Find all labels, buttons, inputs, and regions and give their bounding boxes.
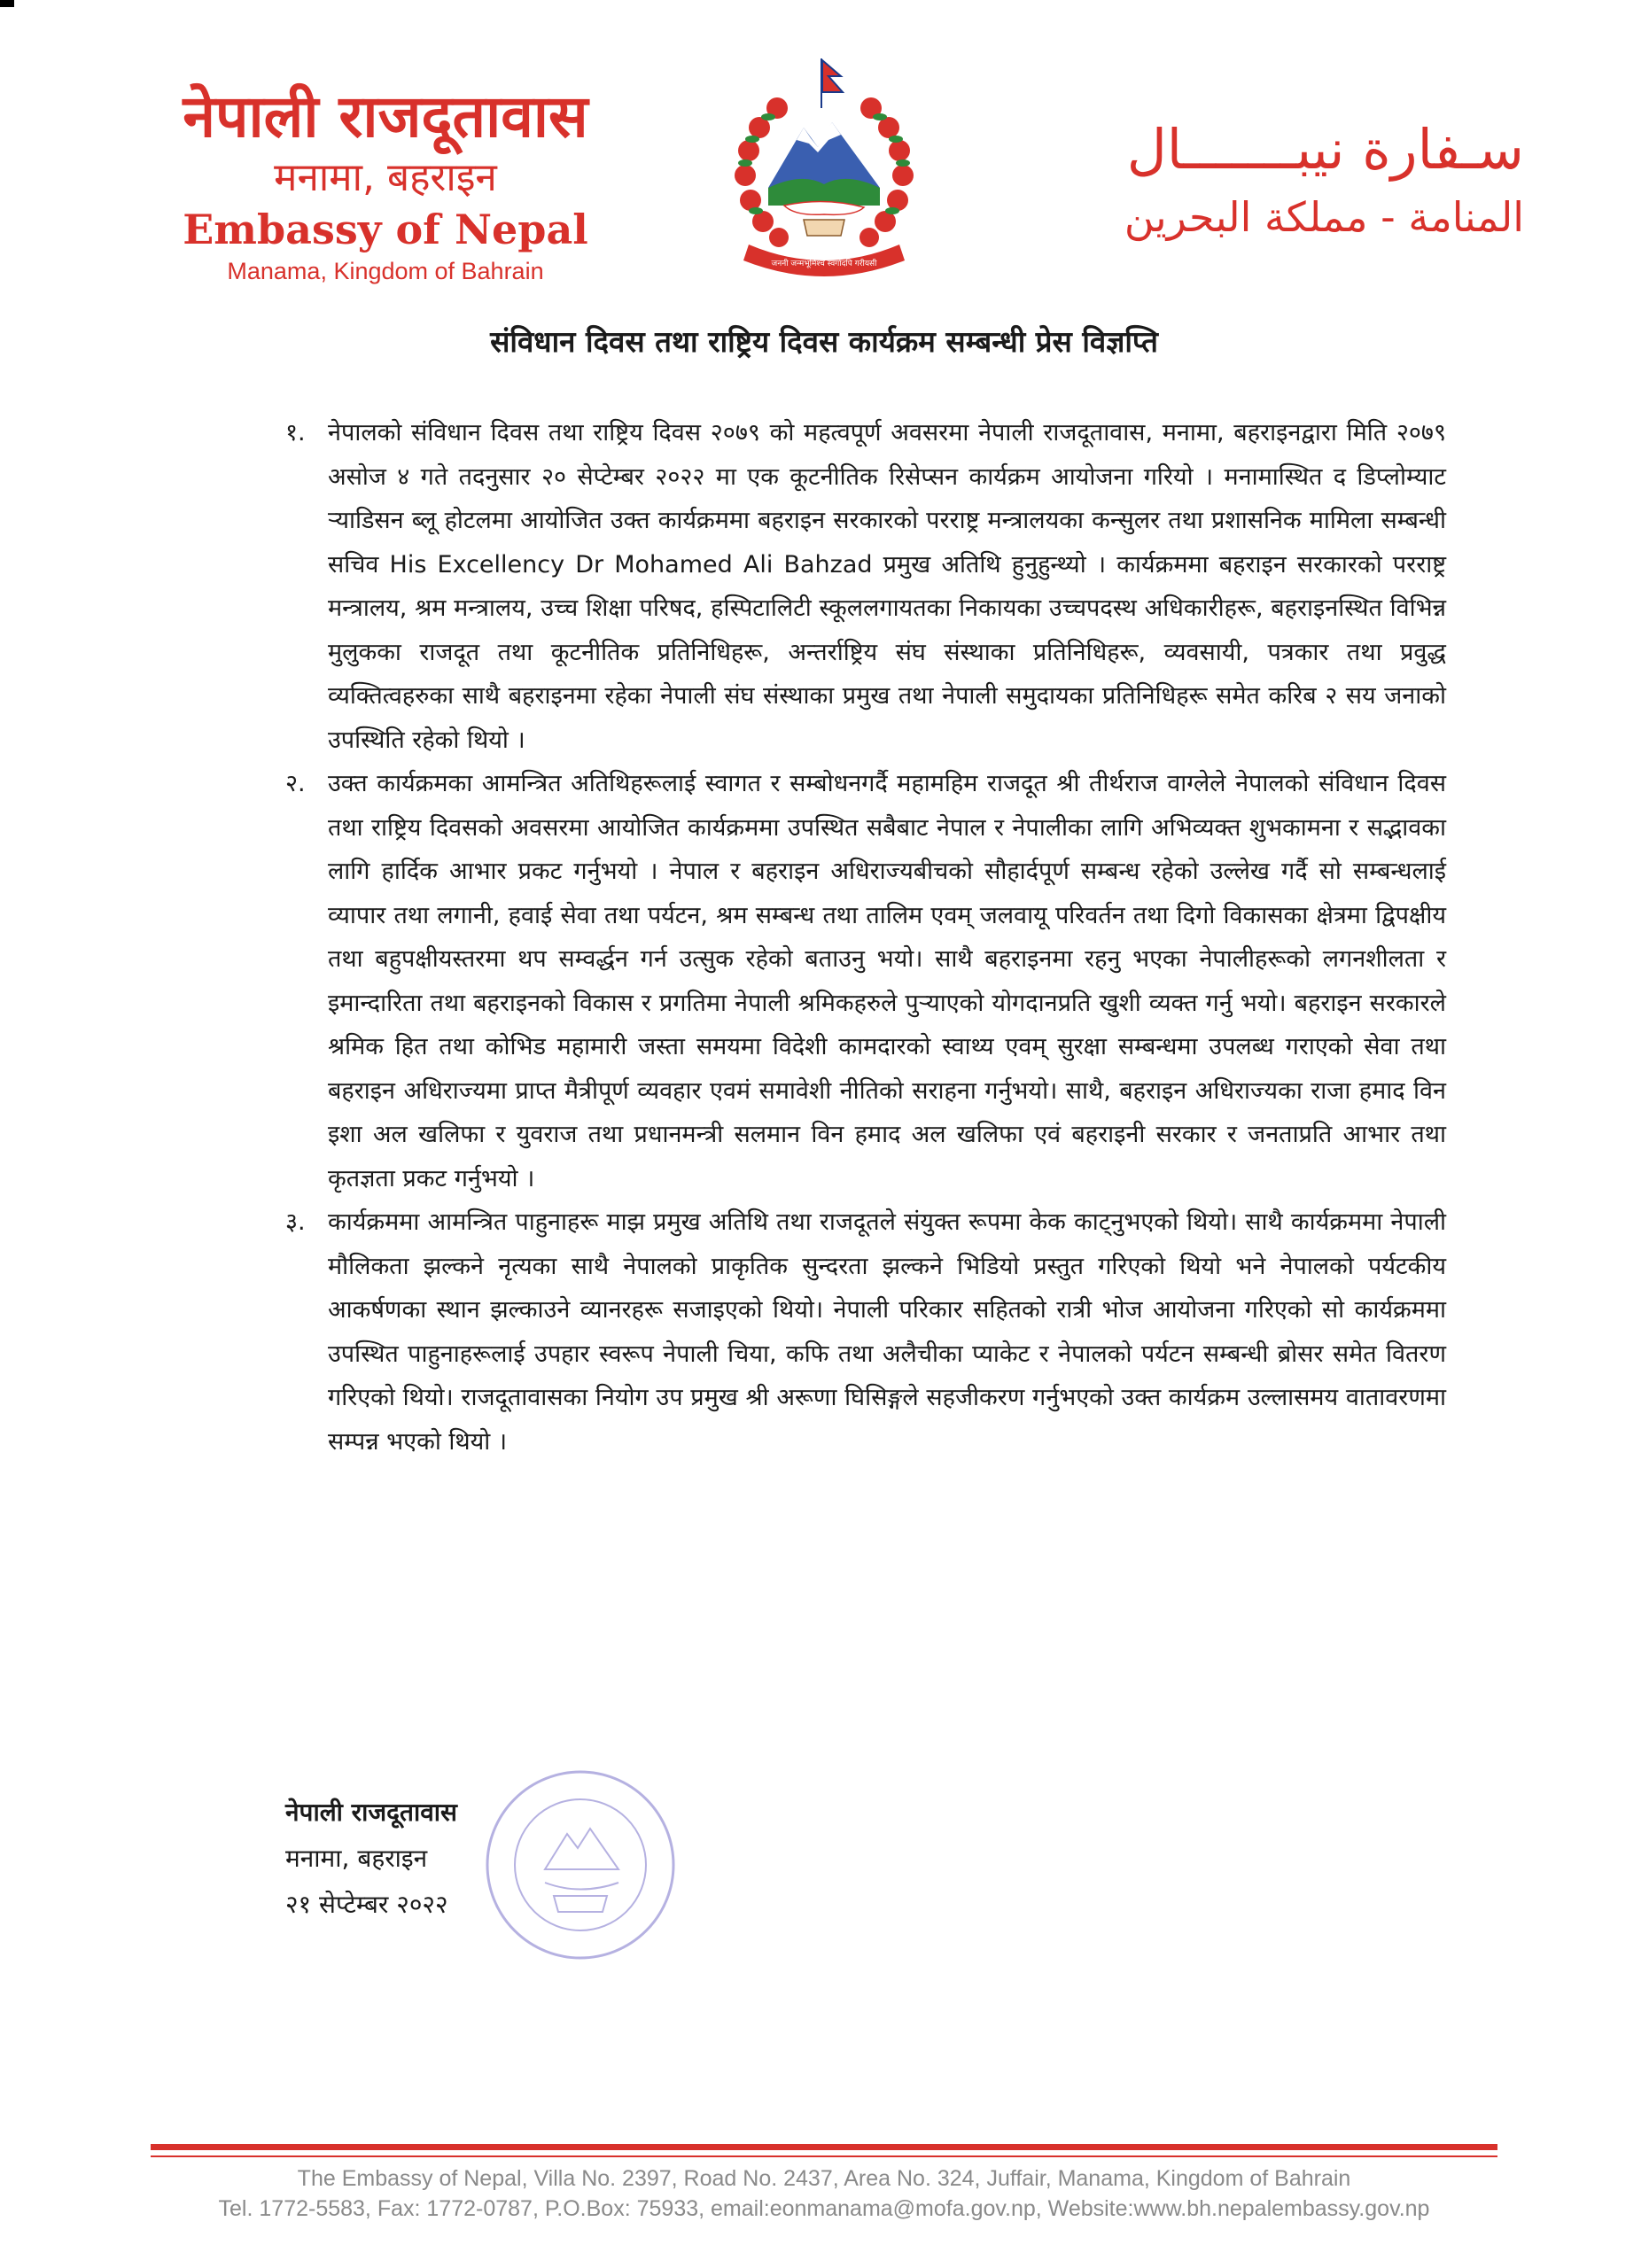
press-release-body bbox=[285, 411, 1446, 1464]
signature-date: २१ सेप्टेम्बर २०२२ bbox=[285, 1890, 448, 1919]
scan-corner-mark bbox=[0, 0, 14, 7]
signature-block bbox=[285, 1790, 457, 1928]
paragraph-text: नेपालको संविधान दिवस तथा राष्ट्रिय दिवस २०७९ को महत्वपूर्ण अवसरमा नेपाली राजदूतावास, मनामा, बहराइनद्वारा मिति २०७९ असोज ४ गते तदनुसार २० सेप्टेम्बर २०२२ मा एक कूटनीतिक रिसेप्सन कार्यक्रम आयोजना गरियो । मनामास्थित द डिप्लोम्याट ऱ्याडिसन ब्लू होटलमा आयोजित उक्त कार्यक्रममा बहराइन सरकारको परराष्ट्र मन्त्रालयका कन्सुलर तथा प्रशासनिक मामिला सम्बन्धी सचिव His Excellency Dr Mohamed Ali Bahzad प्रमुख अतिथि हुनुहुन्थ्यो । कार्यक्रममा बहराइन सरकारको परराष्ट्र मन्त्रालय, श्रम मन्त्रालय, उच्च शिक्षा परिषद, हस्पिटालिटी स्कूललगायतका निकायका उच्चपदस्थ अधिकारीहरू, बहराइनस्थित विभिन्न मुलुकका राजदूत तथा कूटनीतिक प्रतिनिधिहरू, अन्तर्राष्ट्रिय संघ संस्थाका प्रतिनिधिहरू, व्यवसायी, पत्रकार तथा प्रवुद्ध व्यक्तित्वहरुका साथै बहराइनमा रहेका नेपाली संघ संस्थाका प्रमुख तथा नेपाली समुदायका प्रतिनिधिहरू समेत करिब २ सय जनाको उपस्थिति रहेको थियो । bbox=[328, 419, 1446, 754]
press-release-title: संविधान दिवस तथा राष्ट्रिय दिवस कार्यक्रम सम्बन्धी प्रेस विज्ञप्ति bbox=[490, 324, 1158, 359]
paragraph-3 bbox=[285, 1200, 1446, 1464]
paragraph-number: १. bbox=[285, 419, 306, 447]
embassy-name-nepali: नेपाली राजदूतावास bbox=[183, 82, 588, 151]
embassy-city-english: Manama, Kingdom of Bahrain bbox=[227, 258, 544, 284]
embassy-city-nepali: मनामा, बहराइन bbox=[274, 155, 497, 200]
footer bbox=[133, 2163, 1515, 2224]
paragraph-2 bbox=[285, 762, 1446, 1200]
letterhead-left bbox=[168, 82, 603, 287]
signature-city: मनामा, बहराइन bbox=[285, 1844, 428, 1873]
paragraph-number: ३. bbox=[285, 1208, 306, 1236]
footer-contact: Tel. 1772-5583, Fax: 1772-0787, P.O.Box: 75933, email:eonmanama@mofa.gov.np, Website:www.bh.nepalembassy.gov.np bbox=[218, 2196, 1430, 2221]
official-stamp-icon bbox=[478, 1763, 682, 1967]
paragraph-number: २. bbox=[285, 770, 306, 797]
paragraph-text: कार्यक्रममा आमन्त्रित पाहुनाहरू माझ प्रमुख अतिथि तथा राजदूतले संयुक्त रूपमा केक काट्नुभएको थियो। साथै कार्यक्रममा नेपाली मौलिकता झल्कने नृत्यका साथै नेपालको प्राकृतिक सुन्दरता झल्कने भिडियो प्रस्तुत गरिएको थियो भने नेपालको पर्यटकीय आकर्षणका स्थान झल्काउने व्यानरहरू सजाइएको थियो। नेपाली परिकार सहितको रात्री भोज आयोजना गरिएको सो कार्यक्रममा उपस्थित पाहुनाहरूलाई उपहार स्वरूप नेपाली चिया, कफि तथा अलैचीका प्याकेट र नेपालको पर्यटन सम्बन्धी ब्रोसर समेत वितरण गरिएको थियो। राजदूतावासका नियोग उप प्रमुख श्री अरूणा घिसिङ्गले सहजीकरण गर्नुभएको उक्त कार्यक्रम उल्लासमय वातावरणमा सम्पन्न भएको थियो । bbox=[328, 1208, 1446, 1456]
footer-divider bbox=[151, 2144, 1497, 2157]
nepal-emblem-icon bbox=[722, 55, 926, 284]
footer-address: The Embassy of Nepal, Villa No. 2397, Road No. 2437, Area No. 324, Juffair, Manama, Kingdom of Bahrain bbox=[297, 2166, 1351, 2191]
embassy-name-arabic: سـفارة نيبـــــــال bbox=[1126, 117, 1524, 182]
embassy-name-english: Embassy of Nepal bbox=[183, 206, 588, 253]
embassy-city-arabic: المنامة - مملكة البحرين bbox=[1124, 193, 1524, 241]
emblem-motto: जननी जन्मभूमिश्च स्वर्गादपि गरीयसी bbox=[771, 260, 877, 268]
paragraph-1 bbox=[285, 411, 1446, 762]
signature-organization: नेपाली राजदूतावास bbox=[285, 1798, 457, 1827]
letterhead-right bbox=[1046, 111, 1524, 245]
paragraph-text: उक्त कार्यक्रमका आमन्त्रित अतिथिहरूलाई स्वागत र सम्बोधनगर्दै महामहिम राजदूत श्री तीर्थराज वाग्लेले नेपालको संविधान दिवस तथा राष्ट्रिय दिवसको अवसरमा आयोजित कार्यक्रममा उपस्थित सबैबाट नेपाल र नेपालीका लागि अभिव्यक्त शुभकामना र सद्भावका लागि हार्दिक आभार प्रकट गर्नुभयो । नेपाल र बहराइन अधिराज्यबीचको सौहार्दपूर्ण सम्बन्ध रहेको उल्लेख गर्दै सो सम्बन्धलाई व्यापार तथा लगानी, हवाई सेवा तथा पर्यटन, श्रम सम्बन्ध तथा तालिम एवम् जलवायू परिवर्तन तथा दिगो विकासका क्षेत्रमा द्विपक्षीय तथा बहुपक्षीयस्तरमा थप सम्वर्द्धन गर्न उत्सुक रहेको बताउनु भयो। साथै बहराइनमा रहनु भएका नेपालीहरूको लगनशीलता र इमान्दारिता तथा बहराइनको विकास र प्रगतिमा नेपाली श्रमिकहरुले पुऱ्याएको योगदानप्रति खुशी व्यक्त गर्नु भयो। बहराइन सरकारले श्रमिक हित तथा कोभिड महामारी जस्ता समयमा विदेशी कामदारको स्वाथ्य एवम् सुरक्षा सम्बन्धमा उपलब्ध गराएको सेवा तथा बहराइन अधिराज्यमा प्राप्त मैत्रीपूर्ण व्यवहार एवमं समावेशी नीतिको सराहना गर्नुभयो। साथै, बहराइन अधिराज्यका राजा हमाद विन इशा अल खलिफा र युवराज तथा प्रधानमन्त्री सलमान विन हमाद अल खलिफा एवं बहराइनी सरकार र जनताप्रति आभार तथा कृतज्ञता प्रकट गर्नुभयो । bbox=[328, 770, 1446, 1192]
